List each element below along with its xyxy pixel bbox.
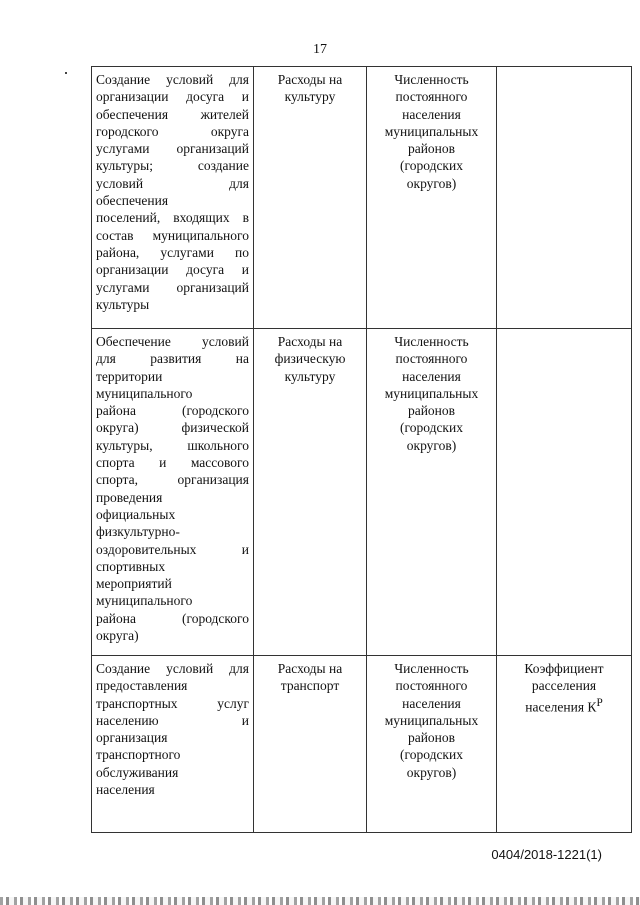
- text-line: транспорт: [280, 678, 340, 694]
- document-number: 0404/2018-1221(1): [491, 847, 602, 862]
- text-line: спорта, организация: [96, 472, 249, 488]
- text-line: района, услугами по: [96, 244, 249, 260]
- text-line: территории: [96, 368, 163, 384]
- text-line: муниципального: [96, 385, 193, 401]
- text-line: муниципальных: [384, 385, 479, 401]
- cell-coefficient: [497, 67, 632, 329]
- text-line: населения: [96, 782, 155, 798]
- text-line: [501, 695, 627, 716]
- text-line: (городских: [400, 158, 463, 174]
- table-row: [92, 67, 632, 329]
- text-line: муниципальных: [384, 712, 479, 728]
- expenses-table: [91, 66, 632, 833]
- page-number: 17: [313, 42, 327, 57]
- cell-population: [367, 67, 497, 329]
- text-line: культуры: [96, 296, 150, 312]
- text-line: поселений, входящих в: [96, 210, 249, 226]
- text-line: округов): [406, 437, 457, 453]
- coefficient-label: населения К: [525, 699, 597, 715]
- text-line: населения: [402, 695, 461, 711]
- text-line: обеспечения: [96, 193, 169, 209]
- text-line: культуру: [284, 89, 336, 105]
- text-line: Численность: [394, 334, 469, 349]
- text-line: проведения: [96, 489, 163, 505]
- text-line: постоянного: [395, 351, 468, 367]
- text-line: оздоровительных и: [96, 541, 249, 557]
- text-line: Расходы на: [277, 72, 343, 87]
- text-line: услугами организаций: [96, 279, 249, 295]
- text-line: округов): [406, 764, 457, 780]
- text-line: культуру: [284, 368, 336, 384]
- text-line: обслуживания: [96, 764, 179, 780]
- text-line: Расходы на: [277, 334, 343, 349]
- text-line: округа): [96, 628, 139, 644]
- text-line: населения: [402, 106, 461, 122]
- text-line: округов): [406, 175, 457, 191]
- text-line: Создание условий для: [96, 661, 249, 676]
- text-line: района (городского: [96, 403, 249, 419]
- text-line: мероприятий: [96, 576, 172, 592]
- text-line: услугами организаций: [96, 141, 249, 157]
- coefficient-superscript: Р: [596, 696, 603, 709]
- text-line: муниципальных: [384, 123, 479, 139]
- text-line: населения: [402, 368, 461, 384]
- cell-population: [367, 329, 497, 656]
- text-line: условий для: [96, 175, 249, 191]
- scan-speck: [65, 72, 67, 74]
- text-line: физическую: [274, 351, 346, 367]
- text-line: организации досуга и: [96, 262, 249, 278]
- text-line: Расходы на: [277, 661, 343, 676]
- text-line: физкультурно-: [96, 524, 180, 540]
- text-line: состав муниципального: [96, 227, 249, 243]
- text-line: организации досуга и: [96, 89, 249, 105]
- text-line: транспортного: [96, 747, 181, 763]
- text-line: районов: [407, 730, 456, 746]
- text-line: Численность: [394, 72, 469, 87]
- text-line: культуры, школьного: [96, 437, 249, 453]
- text-line: округа) физической: [96, 420, 249, 436]
- table-row: [92, 656, 632, 833]
- cell-expense: [254, 329, 367, 656]
- cell-population: [367, 656, 497, 833]
- text-line: (городских: [400, 747, 463, 763]
- cell-coefficient: [497, 329, 632, 656]
- text-line: расселения: [531, 678, 597, 694]
- text-line: муниципального: [96, 593, 193, 609]
- text-line: постоянного: [395, 678, 468, 694]
- text-line: городского округа: [96, 123, 249, 139]
- text-line: предоставления: [96, 678, 188, 694]
- text-line: транспортных услуг: [96, 695, 249, 711]
- text-line: районов: [407, 141, 456, 157]
- text-line: постоянного: [395, 89, 468, 105]
- cell-description: [92, 67, 254, 329]
- text-line: Создание условий для: [96, 72, 249, 87]
- cell-expense: [254, 67, 367, 329]
- table-row: [92, 329, 632, 656]
- text-line: спорта и массового: [96, 455, 249, 471]
- text-line: официальных: [96, 506, 176, 522]
- cell-coefficient: [497, 656, 632, 833]
- cell-description: [92, 329, 254, 656]
- text-line: Численность: [394, 661, 469, 676]
- text-line: (городских: [400, 420, 463, 436]
- text-line: организация: [96, 730, 168, 746]
- text-line: Коэффициент: [524, 661, 604, 676]
- cell-description: [92, 656, 254, 833]
- scan-edge-artifact: [0, 897, 640, 905]
- text-line: обеспечения жителей: [96, 106, 249, 122]
- text-line: Обеспечение условий: [96, 334, 249, 349]
- text-line: района (городского: [96, 610, 249, 626]
- text-line: культуры; создание: [96, 158, 249, 174]
- cell-expense: [254, 656, 367, 833]
- text-line: районов: [407, 403, 456, 419]
- text-line: для развития на: [96, 351, 249, 367]
- text-line: спортивных: [96, 558, 166, 574]
- text-line: населению и: [96, 712, 249, 728]
